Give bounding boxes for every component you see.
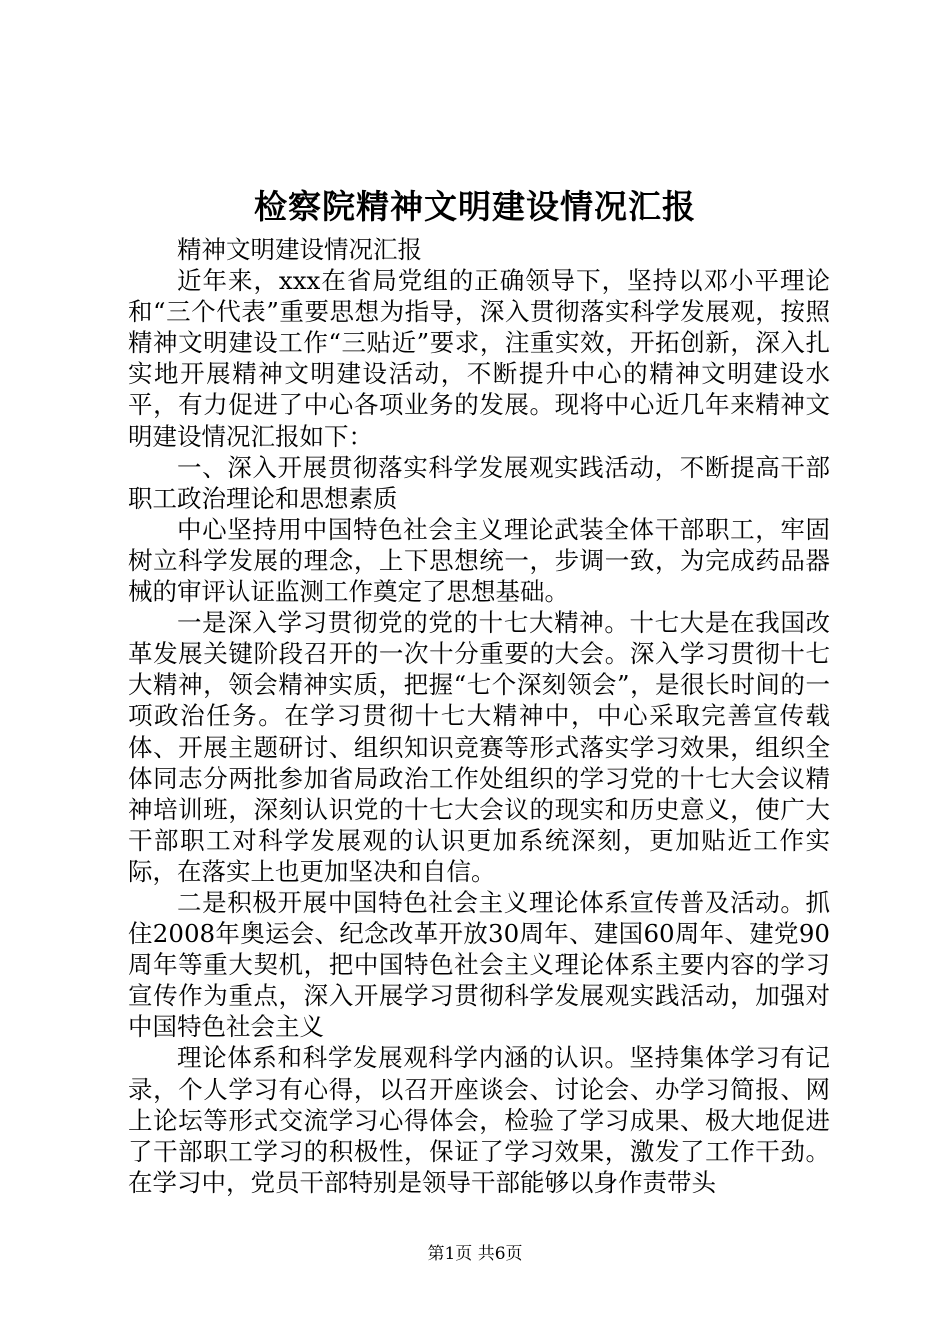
intro-paragraph: 近年来，xxx在省局党组的正确领导下，坚持以邓小平理论和“三个代表”重要思想为指导，深入贯彻落实科学发展观，按照精神文明建设工作“三贴近”要求，注重实效，开拓创新，深入扎实地开展精神文明建设活动，不断提升中心的精神文明建设水平，有力促进了中心各项业务的发展。现将中心近几年来精神文明建设情况汇报如下： (128, 266, 830, 451)
page-number-footer: 第1页 共6页 (427, 1244, 523, 1264)
page-title: 检察院精神文明建设情况汇报 (254, 187, 696, 226)
body-paragraph: 中心坚持用中国特色社会主义理论武装全体干部职工，牢固树立科学发展的理念，上下思想统一，步调一致，为完成药品器械的审评认证监测工作奠定了思想基础。 (128, 514, 830, 607)
body-paragraph: 二是积极开展中国特色社会主义理论体系宣传普及活动。抓住2008年奥运会、纪念改革开放30周年、建国60周年、建党90周年等重大契机，把中国特色社会主义理论体系主要内容的学习宣传作为重点，深入开展学习贯彻科学发展观实践活动，加强对中国特色社会主义 (128, 887, 830, 1042)
section-heading: 一、深入开展贯彻落实科学发展观实践活动，不断提高干部职工政治理论和思想素质 (128, 452, 830, 513)
document-body (128, 234, 830, 1198)
body-paragraph: 理论体系和科学发展观科学内涵的认识。坚持集体学习有记录，个人学习有心得，以召开座谈会、讨论会、办学习简报、网上论坛等形式交流学习心得体会，检验了学习成果、极大地促进了干部职工学习的积极性，保证了学习效果，激发了工作干劲。在学习中，党员干部特别是领导干部能够以身作责带头 (128, 1043, 830, 1197)
body-paragraph: 一是深入学习贯彻党的党的十七大精神。十七大是在我国改革发展关键阶段召开的一次十分重要的大会。深入学习贯彻十七大精神，领会精神实质，把握“七个深刻领会”，是很长时间的一项政治任务。在学习贯彻十七大精神中，中心采取完善宣传载体、开展主题研讨、组织知识竞赛等形式落实学习效果，组织全体同志分两批参加省局政治工作处组织的学习党的十七大会议精神培训班，深刻认识党的十七大会议的现实和历史意义，使广大干部职工对科学发展观的认识更加系统深刻，更加贴近工作实际，在落实上也更加坚决和自信。 (128, 608, 830, 886)
subtitle-paragraph: 精神文明建设情况汇报 (177, 235, 422, 264)
